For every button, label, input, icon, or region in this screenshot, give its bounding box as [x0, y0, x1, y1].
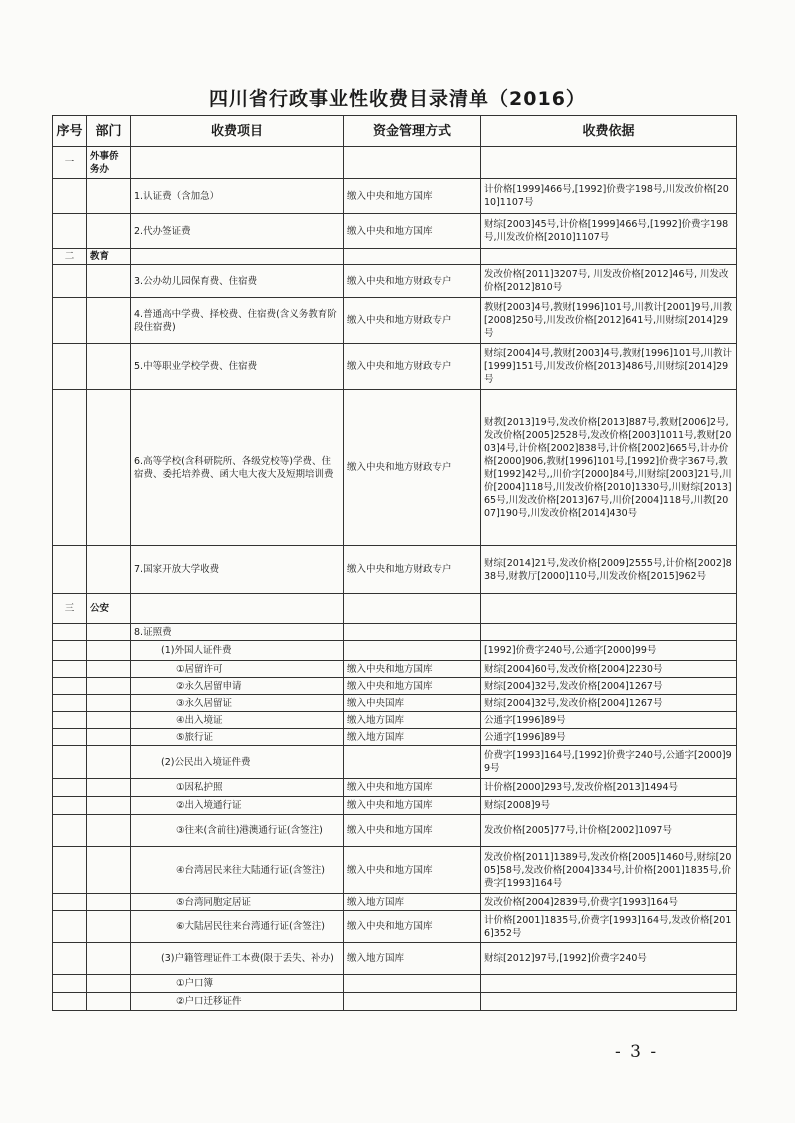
cell-no [53, 661, 87, 678]
cell-basis [481, 993, 737, 1011]
cell-item: ⑥大陆居民往来台湾通行证(含签注) [131, 911, 344, 943]
cell-basis: 发改价格[2005]77号,计价格[2002]1097号 [481, 815, 737, 847]
cell-fund: 缴入中央和地方国库 [344, 214, 481, 249]
cell-basis: 发改价格[2011]3207号, 川发改价格[2012]46号, 川发改价格[2012]810号 [481, 265, 737, 298]
cell-item: ②永久居留申请 [131, 678, 344, 695]
cell-item: (2)公民出入境证件费 [131, 746, 344, 779]
table-row [53, 594, 737, 624]
table-row [53, 249, 737, 265]
cell-dept: 公安 [87, 594, 131, 624]
cell-item: ①户口簿 [131, 975, 344, 993]
cell-dept [87, 678, 131, 695]
header-fund: 资金管理方式 [344, 116, 481, 147]
table-row [53, 712, 737, 729]
cell-no: 二 [53, 249, 87, 265]
cell-no [53, 712, 87, 729]
cell-basis: 计价格[2000]293号,发改价格[2013]1494号 [481, 779, 737, 797]
cell-item: (1)外国人证件费 [131, 641, 344, 661]
cell-fund: 缴入中央和地方国库 [344, 815, 481, 847]
cell-item: ②出入境通行证 [131, 797, 344, 815]
cell-fund: 缴入中央和地方国库 [344, 911, 481, 943]
cell-basis [481, 975, 737, 993]
table-row [53, 390, 737, 546]
table-body [53, 147, 737, 1011]
cell-item: 2.代办签证费 [131, 214, 344, 249]
cell-dept [87, 298, 131, 344]
cell-item [131, 147, 344, 179]
cell-basis: 财综[2014]21号,发改价格[2009]2555号,计价格[2002]838号,财教厅[2000]110号,川发改价格[2015]962号 [481, 546, 737, 594]
cell-no [53, 678, 87, 695]
table-row [53, 993, 737, 1011]
cell-basis: 财综[2004]32号,发改价格[2004]1267号 [481, 678, 737, 695]
cell-fund: 缴入中央和地方国库 [344, 661, 481, 678]
cell-item: ④出入境证 [131, 712, 344, 729]
cell-dept [87, 624, 131, 641]
cell-no [53, 624, 87, 641]
cell-no [53, 894, 87, 911]
cell-basis: 财综[2012]97号,[1992]价费字240号 [481, 943, 737, 975]
cell-basis: 公通字[1996]89号 [481, 729, 737, 746]
cell-item: ⑤台湾同胞定居证 [131, 894, 344, 911]
table-row [53, 641, 737, 661]
header-no: 序号 [53, 116, 87, 147]
cell-fund [344, 594, 481, 624]
cell-no [53, 344, 87, 390]
cell-dept [87, 975, 131, 993]
cell-no: 三 [53, 594, 87, 624]
table-row [53, 147, 737, 179]
cell-item: 1.认证费（含加急） [131, 179, 344, 214]
table-row [53, 911, 737, 943]
cell-no [53, 641, 87, 661]
cell-basis: 财综[2004]4号,教财[2003]4号,教财[1996]101号,川教计[1999]151号,川发改价格[2013]486号,川财综[2014]29号 [481, 344, 737, 390]
cell-dept [87, 695, 131, 712]
cell-fund: 缴入中央国库 [344, 695, 481, 712]
table-row [53, 975, 737, 993]
cell-fund: 缴入中央和地方财政专户 [344, 265, 481, 298]
cell-fund [344, 993, 481, 1011]
cell-dept [87, 661, 131, 678]
table-row [53, 695, 737, 712]
cell-item: ③永久居留证 [131, 695, 344, 712]
cell-dept [87, 729, 131, 746]
table-row [53, 624, 737, 641]
page-title: 四川省行政事业性收费目录清单（2016） [209, 88, 586, 110]
table-row [53, 661, 737, 678]
cell-item: 7.国家开放大学收费 [131, 546, 344, 594]
cell-basis: 计价格[2001]1835号,价费字[1993]164号,发改价格[2016]352号 [481, 911, 737, 943]
cell-fund: 缴入地方国库 [344, 894, 481, 911]
cell-dept [87, 390, 131, 546]
header-dept: 部门 [87, 116, 131, 147]
table-header-row [53, 116, 737, 147]
cell-fund: 缴入中央和地方国库 [344, 179, 481, 214]
cell-basis [481, 249, 737, 265]
cell-dept [87, 847, 131, 894]
cell-item: 3.公办幼儿园保育费、住宿费 [131, 265, 344, 298]
cell-basis: 发改价格[2011]1389号,发改价格[2005]1460号,财综[2005]58号,发改价格[2004]334号,计价格[2001]1835号,价费字[1993]164号 [481, 847, 737, 894]
cell-item: ①居留许可 [131, 661, 344, 678]
cell-no [53, 746, 87, 779]
cell-basis: 财综[2004]60号,发改价格[2004]2230号 [481, 661, 737, 678]
cell-item: ①因私护照 [131, 779, 344, 797]
cell-basis: 财综[2003]45号,计价格[1999]466号,[1992]价费字198号,川发改价格[2010]1107号 [481, 214, 737, 249]
cell-item: ③往来(含前往)港澳通行证(含签注) [131, 815, 344, 847]
table-row [53, 678, 737, 695]
table-row [53, 847, 737, 894]
table-row [53, 943, 737, 975]
cell-no [53, 179, 87, 214]
cell-dept [87, 779, 131, 797]
table-row [53, 344, 737, 390]
cell-basis [481, 594, 737, 624]
cell-dept [87, 641, 131, 661]
cell-dept: 外事侨务办 [87, 147, 131, 179]
cell-no [53, 546, 87, 594]
cell-no [53, 943, 87, 975]
cell-basis: 财综[2008]9号 [481, 797, 737, 815]
cell-no [53, 390, 87, 546]
cell-no [53, 695, 87, 712]
cell-item: ②户口迁移证件 [131, 993, 344, 1011]
cell-fund: 缴入中央和地方财政专户 [344, 344, 481, 390]
cell-fund: 缴入中央和地方国库 [344, 678, 481, 695]
table-row [53, 546, 737, 594]
cell-item: ④台湾居民来往大陆通行证(含签注) [131, 847, 344, 894]
cell-no: 一 [53, 147, 87, 179]
table-row [53, 797, 737, 815]
cell-dept [87, 943, 131, 975]
header-basis: 收费依据 [481, 116, 737, 147]
cell-item: 5.中等职业学校学费、住宿费 [131, 344, 344, 390]
cell-item: ⑤旅行证 [131, 729, 344, 746]
cell-fund [344, 249, 481, 265]
cell-fund: 缴入地方国库 [344, 712, 481, 729]
cell-basis: [1992]价费字240号,公通字[2000]99号 [481, 641, 737, 661]
table-row [53, 298, 737, 344]
cell-dept [87, 712, 131, 729]
cell-dept [87, 746, 131, 779]
cell-fund: 缴入中央和地方国库 [344, 797, 481, 815]
cell-basis: 计价格[1999]466号,[1992]价费字198号,川发改价格[2010]1107号 [481, 179, 737, 214]
cell-dept [87, 344, 131, 390]
header-item: 收费项目 [131, 116, 344, 147]
fee-catalog-table [52, 115, 737, 1011]
cell-item: 4.普通高中学费、择校费、住宿费(含义务教育阶段住宿费) [131, 298, 344, 344]
cell-item: 8.证照费 [131, 624, 344, 641]
cell-no [53, 847, 87, 894]
cell-no [53, 975, 87, 993]
cell-no [53, 797, 87, 815]
table-row [53, 179, 737, 214]
cell-dept [87, 546, 131, 594]
cell-basis: 价费字[1993]164号,[1992]价费字240号,公通字[2000]99号 [481, 746, 737, 779]
cell-fund [344, 641, 481, 661]
table-row [53, 894, 737, 911]
cell-fund: 缴入中央和地方国库 [344, 847, 481, 894]
table-row [53, 729, 737, 746]
cell-no [53, 729, 87, 746]
table-row [53, 746, 737, 779]
cell-fund: 缴入中央和地方财政专户 [344, 298, 481, 344]
cell-no [53, 214, 87, 249]
cell-dept [87, 265, 131, 298]
page-number: - 3 - [615, 1042, 659, 1062]
table-row [53, 265, 737, 298]
cell-no [53, 298, 87, 344]
cell-dept [87, 797, 131, 815]
cell-no [53, 779, 87, 797]
cell-fund: 缴入中央和地方国库 [344, 779, 481, 797]
cell-dept [87, 993, 131, 1011]
cell-fund: 缴入中央和地方财政专户 [344, 390, 481, 546]
cell-basis [481, 147, 737, 179]
cell-fund: 缴入地方国库 [344, 943, 481, 975]
cell-dept [87, 179, 131, 214]
cell-no [53, 993, 87, 1011]
cell-dept [87, 911, 131, 943]
cell-dept [87, 815, 131, 847]
cell-dept: 教育 [87, 249, 131, 265]
cell-fund [344, 624, 481, 641]
table-row [53, 815, 737, 847]
cell-fund [344, 746, 481, 779]
cell-basis [481, 624, 737, 641]
cell-basis: 财教[2013]19号,发改价格[2013]887号,教财[2006]2号,发改价格[2005]2528号,发改价格[2003]1011号,教财[2003]4号,计价格[2002]838号,计价格[2002]665号,计办价格[2000]906,教财[1996]101号,[1992]价费字367号,教财[1992]42号,,川价字[2000]84号,川财综[2003]21号,川价[2004]118号,川发改价格[2010]1330号,川财综[2013]65号,川发改价格[2013]67号,川价[2004]118号,川教[2007]190号,川发改价格[2014]430号 [481, 390, 737, 546]
cell-item: 6.高等学校(含科研院所、各级党校等)学费、住宿费、委托培养费、函大电大夜大及短期培训费 [131, 390, 344, 546]
cell-fund [344, 147, 481, 179]
cell-fund: 缴入中央和地方财政专户 [344, 546, 481, 594]
cell-basis: 发改价格[2004]2839号,价费字[1993]164号 [481, 894, 737, 911]
cell-item: (3)户籍管理证件工本费(限于丢失、补办) [131, 943, 344, 975]
cell-item [131, 594, 344, 624]
cell-dept [87, 214, 131, 249]
cell-fund: 缴入地方国库 [344, 729, 481, 746]
cell-basis: 财综[2004]32号,发改价格[2004]1267号 [481, 695, 737, 712]
cell-basis: 教财[2003]4号,教财[1996]101号,川教计[2001]9号,川教[2008]250号,川发改价格[2012]641号,川财综[2014]29号 [481, 298, 737, 344]
table-row [53, 214, 737, 249]
cell-no [53, 265, 87, 298]
cell-fund [344, 975, 481, 993]
cell-item [131, 249, 344, 265]
cell-dept [87, 894, 131, 911]
cell-no [53, 815, 87, 847]
cell-basis: 公通字[1996]89号 [481, 712, 737, 729]
cell-no [53, 911, 87, 943]
table-row [53, 779, 737, 797]
